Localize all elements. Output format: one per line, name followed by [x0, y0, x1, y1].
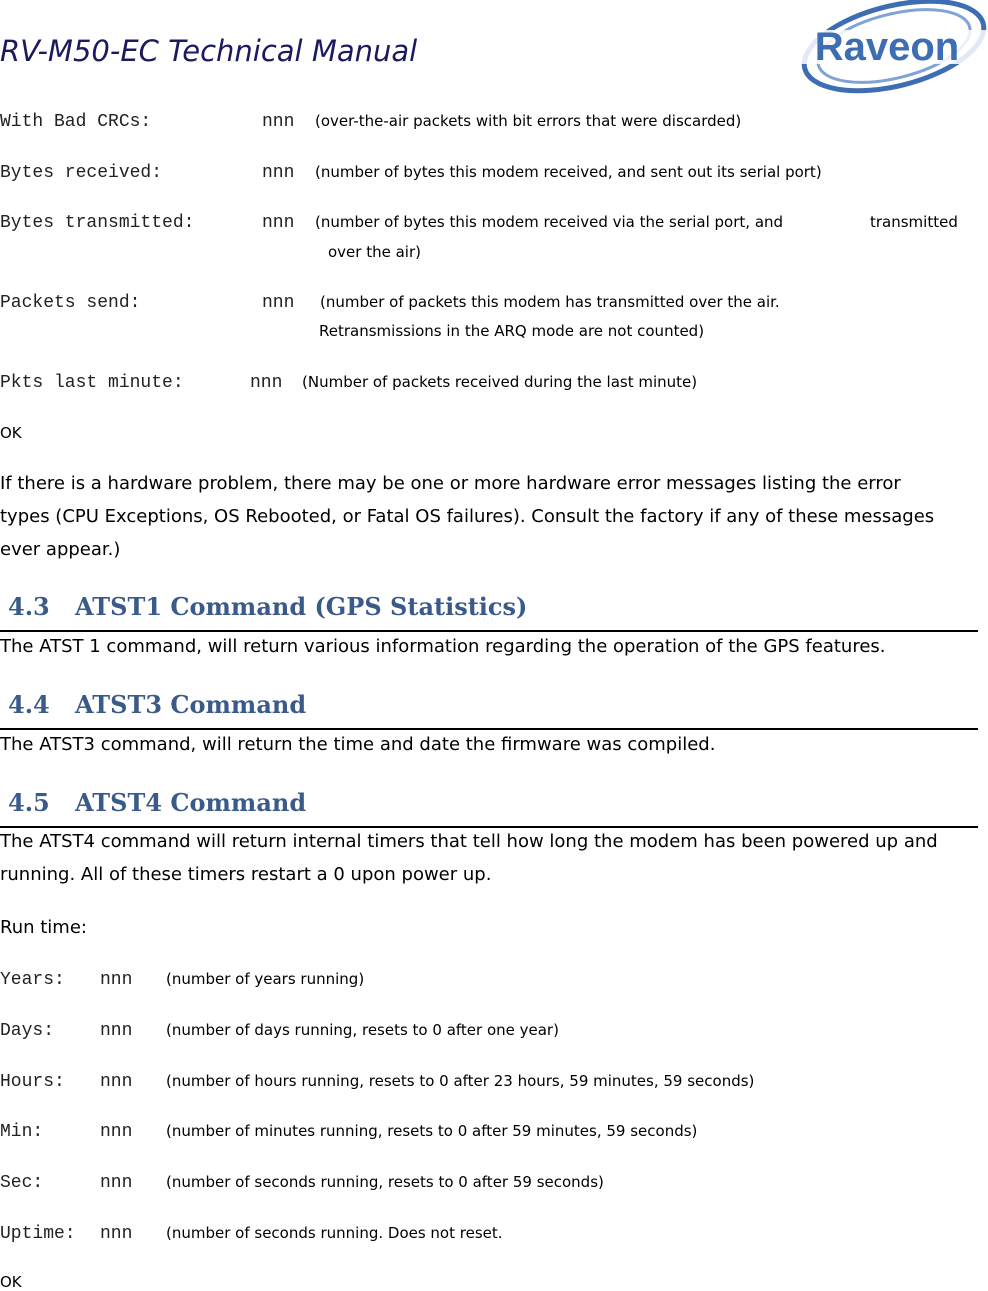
svg-text:Raveon: Raveon — [814, 25, 960, 69]
stat-desc-cont: over the air) — [328, 243, 421, 261]
stat-value: nnn — [262, 293, 295, 313]
ok-response: OK — [0, 424, 22, 442]
timer-label: Min: — [0, 1122, 44, 1142]
timer-label: Hours: — [0, 1072, 65, 1092]
timer-value: nnn — [100, 1072, 133, 1092]
stat-value: nnn — [262, 112, 295, 132]
raveon-logo — [786, 0, 988, 96]
timer-label: Days: — [0, 1021, 55, 1041]
timer-label: Sec: — [0, 1173, 44, 1193]
stat-value: nnn — [262, 163, 295, 183]
stat-value: nnn — [250, 373, 283, 393]
timer-desc: (number of seconds running, resets to 0 after 59 seconds) — [166, 1173, 604, 1191]
timer-value: nnn — [100, 1173, 133, 1193]
timer-label: Years: — [0, 970, 65, 990]
stat-label: Packets send: — [0, 293, 141, 313]
timer-label: Uptime: — [0, 1224, 76, 1244]
timer-desc: (number of seconds running. Does not reset. — [166, 1224, 503, 1242]
stat-label: Pkts last minute: — [0, 373, 184, 393]
section-heading: ATST4 Command — [75, 788, 307, 817]
paragraph-line: If there is a hardware problem, there may be one or more hardware error messages listing the error — [0, 473, 901, 494]
section-text: The ATST3 command, will return the time and date the firmware was compiled. — [0, 734, 716, 755]
page-title: RV-M50-EC Technical Manual — [0, 34, 418, 68]
stat-desc: (over-the-air packets with bit errors that were discarded) — [315, 112, 742, 130]
timer-value: nnn — [100, 1021, 133, 1041]
timer-desc: (number of years running) — [166, 970, 365, 988]
stat-desc-right: transmitted — [870, 213, 958, 231]
stat-label: Bytes transmitted: — [0, 213, 195, 233]
stat-value: nnn — [262, 213, 295, 233]
stat-label: Bytes received: — [0, 163, 163, 183]
paragraph-line: types (CPU Exceptions, OS Rebooted, or Fatal OS failures). Consult the factory if any of these messages — [0, 506, 935, 527]
section-heading: ATST1 Command (GPS Statistics) — [75, 592, 528, 621]
run-time-label: Run time: — [0, 917, 87, 938]
stat-label: With Bad CRCs: — [0, 112, 152, 132]
stat-desc-cont: Retransmissions in the ARQ mode are not counted) — [319, 322, 705, 340]
timer-value: nnn — [100, 1122, 133, 1142]
timer-value: nnn — [100, 1224, 133, 1244]
ok-response: OK — [0, 1273, 22, 1291]
stat-desc: (number of bytes this modem received via the serial port, and — [315, 213, 784, 231]
section-heading: ATST3 Command — [75, 690, 307, 719]
paragraph-line: ever appear.) — [0, 539, 121, 560]
timer-value: nnn — [100, 970, 133, 990]
timer-desc: (number of days running, resets to 0 after one year) — [166, 1021, 559, 1039]
section-number: 4.5 — [8, 788, 50, 817]
stat-desc: (Number of packets received during the last minute) — [302, 373, 698, 391]
stat-desc: (number of packets this modem has transmitted over the air. — [320, 293, 780, 311]
section-text: running. All of these timers restart a 0 upon power up. — [0, 864, 492, 885]
timer-desc: (number of minutes running, resets to 0 after 59 minutes, 59 seconds) — [166, 1122, 698, 1140]
stat-desc: (number of bytes this modem received, and sent out its serial port) — [315, 163, 822, 181]
section-number: 4.4 — [8, 690, 50, 719]
section-number: 4.3 — [8, 592, 50, 621]
section-text: The ATST4 command will return internal timers that tell how long the modem has been powered up and — [0, 831, 938, 852]
timer-desc: (number of hours running, resets to 0 after 23 hours, 59 minutes, 59 seconds) — [166, 1072, 755, 1090]
section-text: The ATST 1 command, will return various information regarding the operation of the GPS features. — [0, 636, 886, 657]
